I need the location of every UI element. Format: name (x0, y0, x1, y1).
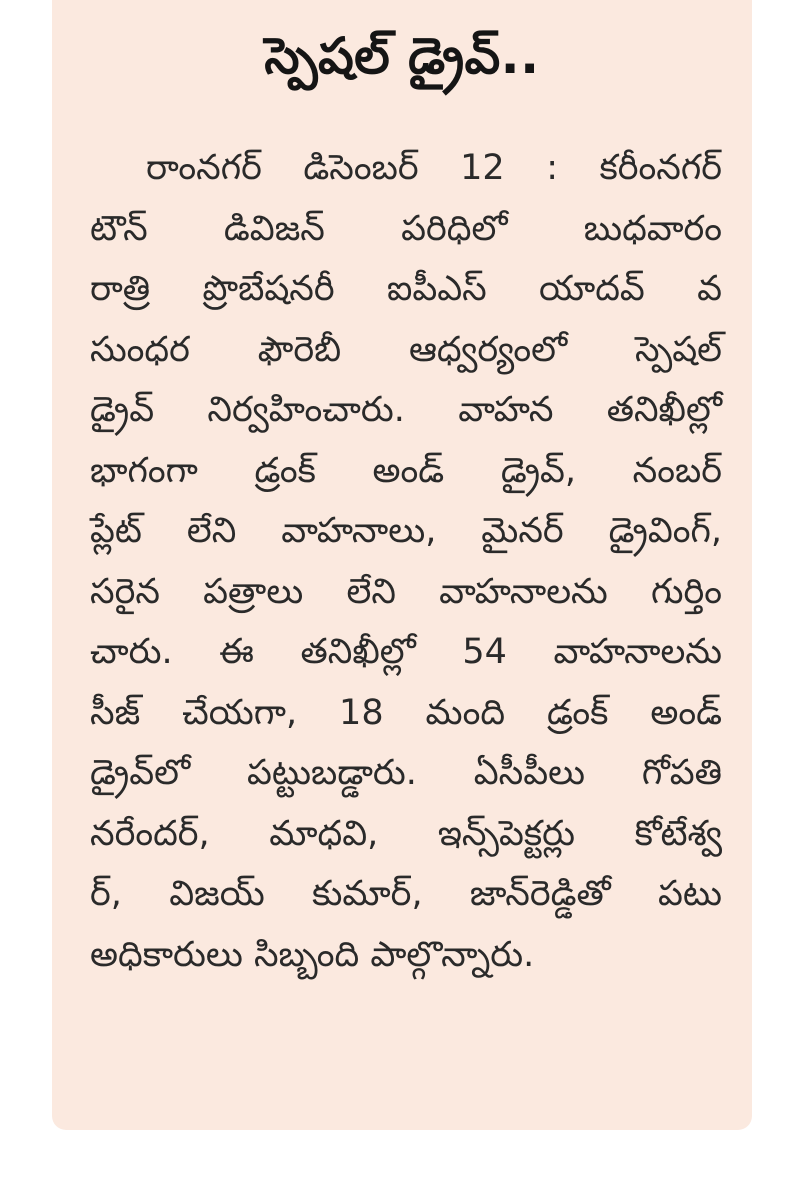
cut-off-headline-fragment (52, 0, 752, 10)
body-line: సీజ్ చేయగా, 18 మంది డ్రంక్ అండ్ (90, 692, 722, 733)
body-line: సుంధర ఫౌరెబీ ఆధ్వర్యంలో స్పెషల్ (90, 329, 722, 370)
body-line: రాత్రి ప్రొబేషనరీ ఐపీఎస్ యాదవ్ వ (90, 269, 722, 309)
body-line: భాగంగా డ్రంక్ అండ్ డ్రైవ్, నంబర్ (90, 450, 722, 491)
article-headline: స్పెషల్ డ్రైవ్.. (264, 27, 540, 85)
body-line: ర్, విజయ్ కుమార్, జాన్‌రెడ్డితో పటు (90, 874, 722, 914)
newspaper-clipping (52, 0, 752, 1130)
body-line: డ్రైవ్‌లో పట్టుబడ్డారు. ఏసీపీలు గోపతి (90, 753, 722, 793)
body-line: సరైన పత్రాలు లేని వాహనాలను గుర్తిం (90, 571, 722, 612)
body-line: ప్లేట్ లేని వాహనాలు, మైనర్ డ్రైవింగ్, (90, 511, 722, 551)
article-body (90, 138, 722, 985)
body-line: డ్రైవ్ నిర్వహించారు. వాహన తనిఖీల్లో (90, 390, 722, 430)
body-line: అధికారులు సిబ్బంది పాల్గొన్నారు. (90, 934, 535, 975)
body-line: టౌన్ డివిజన్ పరిధిలో బుధవారం (90, 208, 722, 249)
body-line: నరేందర్, మాధవి, ఇన్స్‌పెక్టర్లు కోటేశ్వ (90, 813, 722, 854)
body-line: రాంనగర్ డిసెంబర్ 12 : కరీంనగర్ (146, 148, 722, 188)
body-line: చారు. ఈ తనిఖీల్లో 54 వాహనాలను (90, 632, 722, 672)
